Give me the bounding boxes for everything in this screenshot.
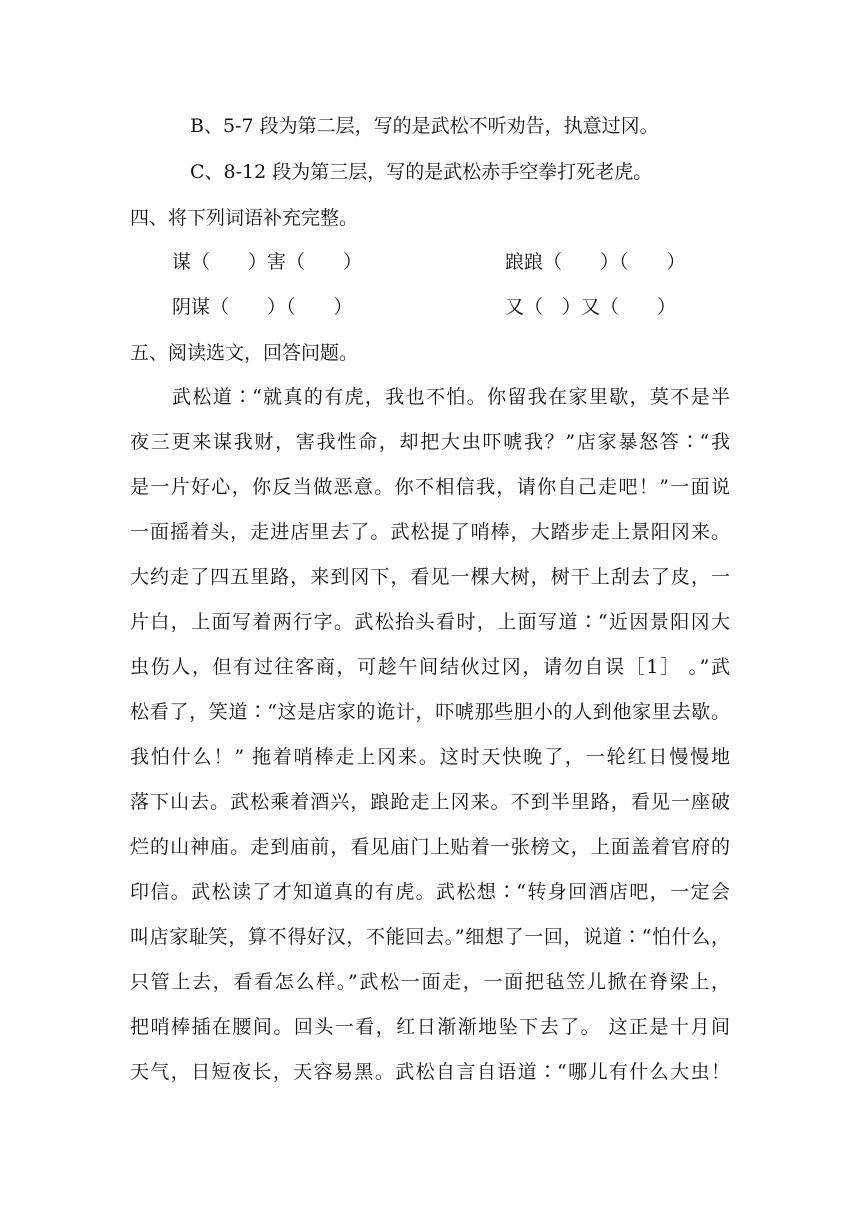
passage-line: 天气，日短夜长，天容易黑。武松自言自语道∶“哪儿有什么大虫！ <box>130 1061 730 1083</box>
passage-line: 大约走了四五里路，来到冈下，看见一棵大树，树干上刮去了皮，一 <box>130 566 730 588</box>
passage-line: 把哨棒插在腰间。回头一看，红日渐渐地坠下去了。 这正是十月间 <box>130 1016 730 1038</box>
fill-blank-item: 踉踉（ ）（ ） <box>505 251 686 273</box>
section-4-heading: 四、将下列词语补充完整。 <box>130 207 359 229</box>
fill-blank-item: 又（ ）又（ ） <box>505 296 677 318</box>
passage-line: 一面摇着头，走进店里去了。武松提了哨棒，大踏步走上景阳冈来。 <box>130 521 730 543</box>
section-5-heading: 五、阅读选文，回答问题。 <box>130 342 359 364</box>
option-c: C、8-12 段为第三层，写的是武松赤手空拳打死老虎。 <box>190 161 653 183</box>
passage-line: 夜三更来谋我财，害我性命，却把大虫吓唬我？”店家暴怒答∶“我 <box>130 431 730 453</box>
fill-blank-item: 谋（ ）害（ ） <box>172 251 363 273</box>
passage-line: 松看了，笑道∶“这是店家的诡计，吓唬那些胆小的人到他家里去歇。 <box>130 701 730 723</box>
passage-line: 片白，上面写着两行字。武松抬头看时，上面写道∶“近因景阳冈大 <box>130 611 730 633</box>
passage-line: 只管上去，看看怎么样。”武松一面走，一面把毡笠儿掀在脊梁上， <box>130 971 730 993</box>
passage-line: 虫伤人，但有过往客商，可趁午间结伙过冈，请勿自误［1］ 。”武 <box>130 656 730 678</box>
passage-line: 印信。武松读了才知道真的有虎。武松想∶“转身回酒店吧，一定会 <box>130 881 730 903</box>
option-b: B、5-7 段为第二层，写的是武松不听劝告，执意过冈。 <box>190 115 659 137</box>
passage-line: 我怕什么！” 拖着哨棒走上冈来。这时天快晚了，一轮红日慢慢地 <box>130 746 730 768</box>
passage-line: 叫店家耻笑，算不得好汉，不能回去。”细想了一回，说道∶“怕什么， <box>130 926 730 948</box>
fill-blank-item: 阴谋（ ）（ ） <box>172 296 353 318</box>
passage-line: 落下山去。武松乘着酒兴，踉跄走上冈来。不到半里路，看见一座破 <box>130 791 730 813</box>
passage-line: 武松道∶“就真的有虎，我也不怕。你留我在家里歇，莫不是半 <box>172 386 730 408</box>
passage-line: 烂的山神庙。走到庙前，看见庙门上贴着一张榜文，上面盖着官府的 <box>130 836 730 858</box>
passage-line: 是一片好心，你反当做恶意。你不相信我，请你自己走吧！”一面说 <box>130 476 730 498</box>
